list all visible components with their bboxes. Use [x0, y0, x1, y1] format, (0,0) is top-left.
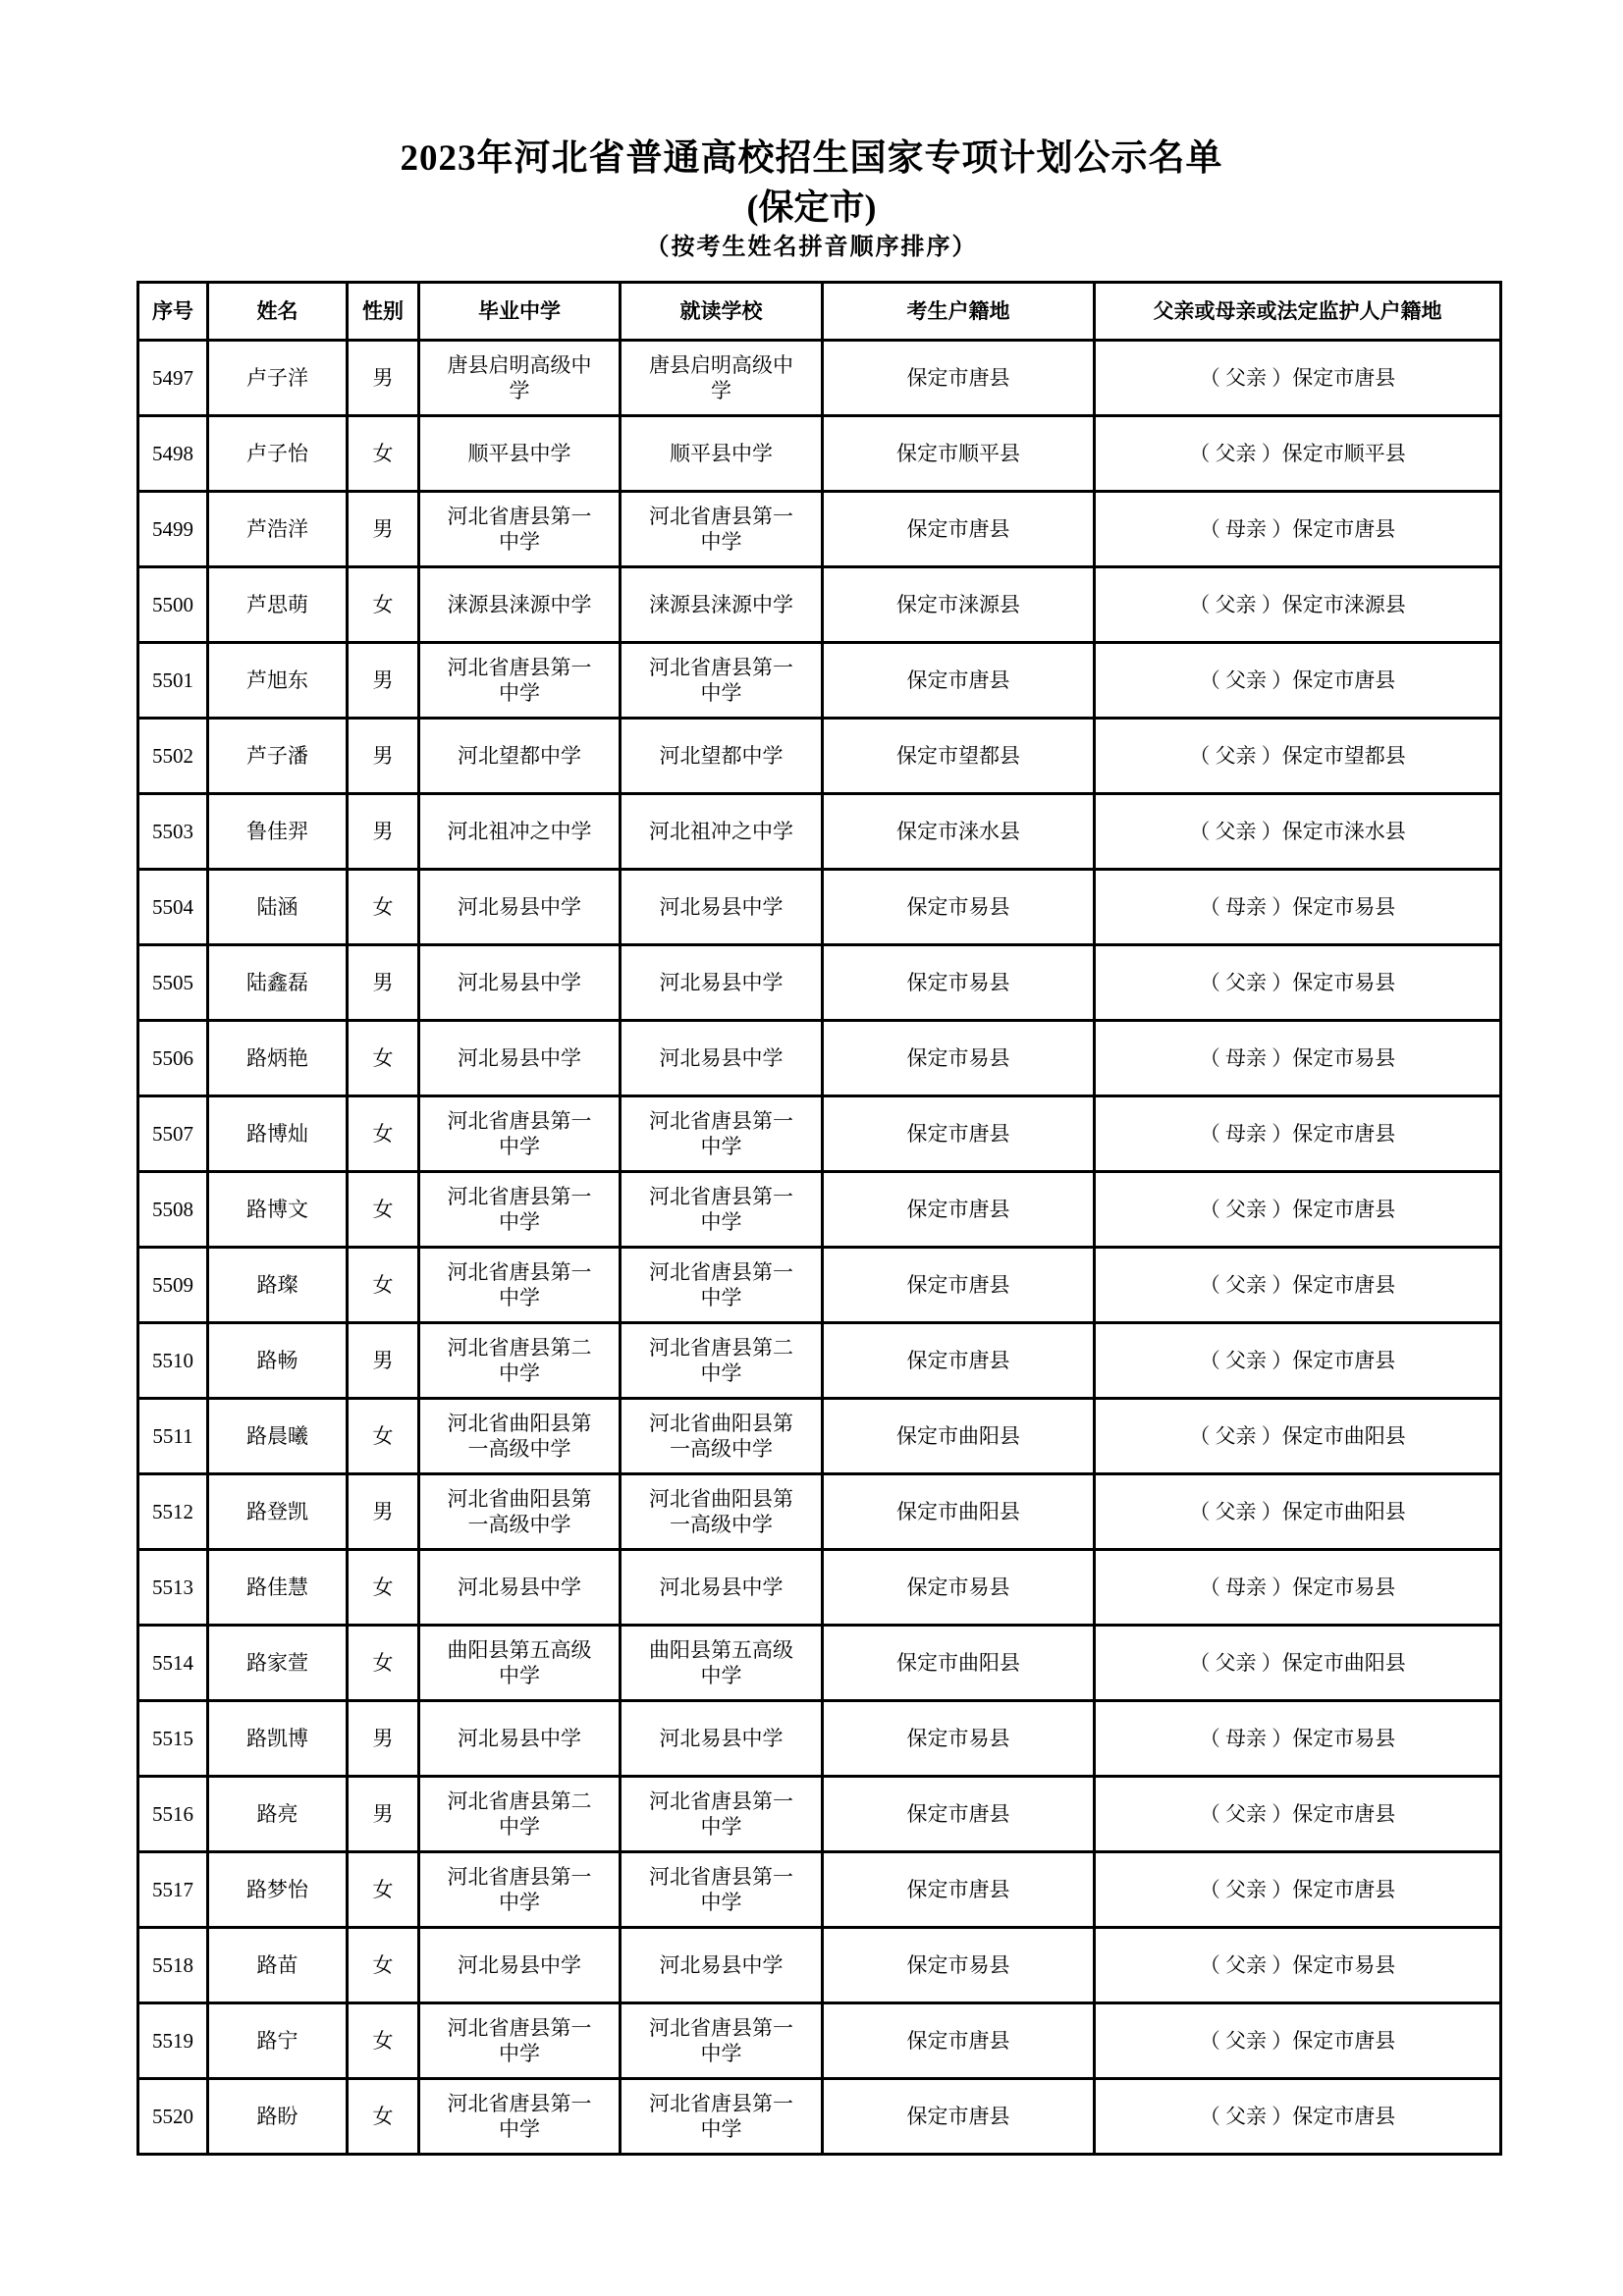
cell-candidate-residence: 保定市曲阳县	[823, 1399, 1095, 1474]
cell-gender: 女	[348, 870, 419, 945]
cell-name: 芦浩洋	[208, 492, 348, 567]
cell-candidate-residence: 保定市唐县	[823, 1323, 1095, 1399]
cell-guardian-residence: （ 父亲 ）保定市唐县	[1095, 1852, 1501, 1928]
cell-gender: 女	[348, 2003, 419, 2079]
column-header-guardian-residence: 父亲或母亲或法定监护人户籍地	[1095, 283, 1501, 341]
cell-candidate-residence: 保定市唐县	[823, 492, 1095, 567]
cell-name: 路梦怡	[208, 1852, 348, 1928]
cell-serial: 5501	[138, 643, 208, 719]
cell-candidate-residence: 保定市易县	[823, 870, 1095, 945]
cell-serial: 5497	[138, 341, 208, 416]
cell-gender: 男	[348, 1777, 419, 1852]
cell-serial: 5505	[138, 945, 208, 1021]
cell-attending-school: 涞源县涞源中学	[621, 567, 823, 643]
cell-name: 路博灿	[208, 1096, 348, 1172]
cell-graduation-school: 涞源县涞源中学	[419, 567, 621, 643]
cell-candidate-residence: 保定市曲阳县	[823, 1626, 1095, 1701]
table-row	[138, 1626, 1501, 1701]
cell-graduation-school: 河北省唐县第一中学	[419, 1096, 621, 1172]
cell-gender: 男	[348, 719, 419, 794]
cell-gender: 女	[348, 1928, 419, 2003]
cell-attending-school: 河北易县中学	[621, 1550, 823, 1626]
cell-serial: 5499	[138, 492, 208, 567]
cell-gender: 男	[348, 1474, 419, 1550]
cell-guardian-residence: （ 母亲 ）保定市易县	[1095, 1021, 1501, 1096]
cell-attending-school: 河北易县中学	[621, 1928, 823, 2003]
cell-name: 芦思萌	[208, 567, 348, 643]
page-title: 2023年河北省普通高校招生国家专项计划公示名单	[400, 138, 1223, 179]
table-row	[138, 1323, 1501, 1399]
cell-graduation-school: 曲阳县第五高级中学	[419, 1626, 621, 1701]
cell-graduation-school: 河北易县中学	[419, 1701, 621, 1777]
cell-attending-school: 河北省曲阳县第一高级中学	[621, 1399, 823, 1474]
cell-name: 陆涵	[208, 870, 348, 945]
cell-serial: 5504	[138, 870, 208, 945]
cell-gender: 男	[348, 492, 419, 567]
cell-name: 卢子怡	[208, 416, 348, 492]
cell-candidate-residence: 保定市易县	[823, 945, 1095, 1021]
cell-graduation-school: 河北祖冲之中学	[419, 794, 621, 870]
cell-candidate-residence: 保定市曲阳县	[823, 1474, 1095, 1550]
cell-gender: 男	[348, 1323, 419, 1399]
column-header-attending-school: 就读学校	[621, 283, 823, 341]
cell-graduation-school: 河北省唐县第一中学	[419, 1852, 621, 1928]
column-header-candidate-residence: 考生户籍地	[823, 283, 1095, 341]
cell-candidate-residence: 保定市涞水县	[823, 794, 1095, 870]
cell-guardian-residence: （ 父亲 ）保定市唐县	[1095, 1248, 1501, 1323]
cell-gender: 女	[348, 1852, 419, 1928]
cell-candidate-residence: 保定市唐县	[823, 341, 1095, 416]
cell-candidate-residence: 保定市唐县	[823, 1777, 1095, 1852]
cell-guardian-residence: （ 父亲 ）保定市唐县	[1095, 643, 1501, 719]
cell-guardian-residence: （ 父亲 ）保定市唐县	[1095, 1777, 1501, 1852]
cell-serial: 5512	[138, 1474, 208, 1550]
cell-candidate-residence: 保定市易县	[823, 1550, 1095, 1626]
cell-guardian-residence: （ 父亲 ）保定市曲阳县	[1095, 1474, 1501, 1550]
table-row	[138, 1096, 1501, 1172]
cell-gender: 女	[348, 1096, 419, 1172]
cell-candidate-residence: 保定市易县	[823, 1021, 1095, 1096]
cell-graduation-school: 河北省唐县第一中学	[419, 643, 621, 719]
cell-serial: 5509	[138, 1248, 208, 1323]
table-header-row	[138, 283, 1501, 341]
cell-gender: 男	[348, 945, 419, 1021]
cell-attending-school: 河北省唐县第一中学	[621, 1172, 823, 1248]
cell-guardian-residence: （ 母亲 ）保定市唐县	[1095, 1096, 1501, 1172]
cell-candidate-residence: 保定市唐县	[823, 2003, 1095, 2079]
cell-graduation-school: 河北易县中学	[419, 1021, 621, 1096]
cell-candidate-residence: 保定市唐县	[823, 1096, 1095, 1172]
cell-graduation-school: 河北省唐县第一中学	[419, 492, 621, 567]
table-row	[138, 1701, 1501, 1777]
cell-guardian-residence: （ 父亲 ）保定市易县	[1095, 945, 1501, 1021]
cell-gender: 女	[348, 1626, 419, 1701]
table-row	[138, 2079, 1501, 2155]
cell-name: 鲁佳羿	[208, 794, 348, 870]
cell-serial: 5502	[138, 719, 208, 794]
table-row	[138, 341, 1501, 416]
cell-candidate-residence: 保定市唐县	[823, 1852, 1095, 1928]
cell-guardian-residence: （ 父亲 ）保定市唐县	[1095, 1323, 1501, 1399]
cell-attending-school: 顺平县中学	[621, 416, 823, 492]
cell-attending-school: 河北易县中学	[621, 870, 823, 945]
cell-graduation-school: 河北省唐县第二中学	[419, 1323, 621, 1399]
cell-graduation-school: 顺平县中学	[419, 416, 621, 492]
table-row	[138, 1021, 1501, 1096]
cell-gender: 男	[348, 794, 419, 870]
cell-serial: 5514	[138, 1626, 208, 1701]
cell-graduation-school: 河北省唐县第二中学	[419, 1777, 621, 1852]
table-row	[138, 2003, 1501, 2079]
cell-gender: 女	[348, 416, 419, 492]
cell-graduation-school: 河北易县中学	[419, 945, 621, 1021]
cell-attending-school: 唐县启明高级中学	[621, 341, 823, 416]
cell-attending-school: 河北省唐县第一中学	[621, 1096, 823, 1172]
cell-guardian-residence: （ 父亲 ）保定市唐县	[1095, 2079, 1501, 2155]
students-roster-table	[136, 281, 1502, 2156]
cell-candidate-residence: 保定市唐县	[823, 1248, 1095, 1323]
table-row	[138, 1550, 1501, 1626]
cell-gender: 男	[348, 341, 419, 416]
cell-serial: 5516	[138, 1777, 208, 1852]
cell-candidate-residence: 保定市望都县	[823, 719, 1095, 794]
cell-name: 路璨	[208, 1248, 348, 1323]
cell-serial: 5506	[138, 1021, 208, 1096]
cell-graduation-school: 河北易县中学	[419, 1550, 621, 1626]
cell-gender: 女	[348, 1021, 419, 1096]
cell-graduation-school: 河北易县中学	[419, 1928, 621, 2003]
cell-serial: 5507	[138, 1096, 208, 1172]
cell-guardian-residence: （ 母亲 ）保定市易县	[1095, 870, 1501, 945]
cell-guardian-residence: （ 父亲 ）保定市唐县	[1095, 341, 1501, 416]
cell-name: 路炳艳	[208, 1021, 348, 1096]
cell-serial: 5515	[138, 1701, 208, 1777]
column-header-serial: 序号	[138, 283, 208, 341]
cell-name: 路佳慧	[208, 1550, 348, 1626]
cell-serial: 5500	[138, 567, 208, 643]
cell-guardian-residence: （ 父亲 ）保定市曲阳县	[1095, 1399, 1501, 1474]
cell-name: 芦子潘	[208, 719, 348, 794]
cell-guardian-residence: （ 父亲 ）保定市唐县	[1095, 1172, 1501, 1248]
cell-graduation-school: 唐县启明高级中学	[419, 341, 621, 416]
cell-attending-school: 河北祖冲之中学	[621, 794, 823, 870]
cell-graduation-school: 河北省曲阳县第一高级中学	[419, 1399, 621, 1474]
cell-guardian-residence: （ 父亲 ）保定市涞源县	[1095, 567, 1501, 643]
page-subtitle-sort-note: （按考生姓名拼音顺序排序）	[645, 235, 978, 260]
cell-name: 路盼	[208, 2079, 348, 2155]
cell-serial: 5503	[138, 794, 208, 870]
cell-gender: 女	[348, 2079, 419, 2155]
table-row	[138, 945, 1501, 1021]
cell-name: 路苗	[208, 1928, 348, 2003]
cell-name: 芦旭东	[208, 643, 348, 719]
cell-gender: 女	[348, 1399, 419, 1474]
cell-graduation-school: 河北省曲阳县第一高级中学	[419, 1474, 621, 1550]
cell-serial: 5519	[138, 2003, 208, 2079]
table-row	[138, 492, 1501, 567]
table-row	[138, 719, 1501, 794]
cell-attending-school: 河北易县中学	[621, 945, 823, 1021]
table-row	[138, 1777, 1501, 1852]
cell-candidate-residence: 保定市易县	[823, 1701, 1095, 1777]
cell-serial: 5510	[138, 1323, 208, 1399]
cell-guardian-residence: （ 父亲 ）保定市顺平县	[1095, 416, 1501, 492]
cell-guardian-residence: （ 母亲 ）保定市唐县	[1095, 492, 1501, 567]
cell-name: 路宁	[208, 2003, 348, 2079]
cell-name: 路登凯	[208, 1474, 348, 1550]
cell-graduation-school: 河北省唐县第一中学	[419, 1248, 621, 1323]
cell-guardian-residence: （ 母亲 ）保定市易县	[1095, 1550, 1501, 1626]
table-row	[138, 643, 1501, 719]
table-row	[138, 1852, 1501, 1928]
table-row	[138, 1928, 1501, 2003]
cell-gender: 男	[348, 643, 419, 719]
cell-gender: 女	[348, 1248, 419, 1323]
cell-attending-school: 曲阳县第五高级中学	[621, 1626, 823, 1701]
cell-guardian-residence: （ 母亲 ）保定市易县	[1095, 1701, 1501, 1777]
cell-name: 陆鑫磊	[208, 945, 348, 1021]
cell-graduation-school: 河北望都中学	[419, 719, 621, 794]
cell-attending-school: 河北省唐县第一中学	[621, 2079, 823, 2155]
cell-serial: 5520	[138, 2079, 208, 2155]
cell-attending-school: 河北省唐县第一中学	[621, 492, 823, 567]
table-row	[138, 1474, 1501, 1550]
cell-candidate-residence: 保定市唐县	[823, 1172, 1095, 1248]
cell-graduation-school: 河北省唐县第一中学	[419, 2079, 621, 2155]
column-header-gender: 性别	[348, 283, 419, 341]
cell-attending-school: 河北省曲阳县第一高级中学	[621, 1474, 823, 1550]
cell-serial: 5517	[138, 1852, 208, 1928]
cell-serial: 5498	[138, 416, 208, 492]
cell-candidate-residence: 保定市顺平县	[823, 416, 1095, 492]
cell-name: 路家萱	[208, 1626, 348, 1701]
cell-gender: 女	[348, 1550, 419, 1626]
cell-candidate-residence: 保定市唐县	[823, 643, 1095, 719]
cell-name: 路晨曦	[208, 1399, 348, 1474]
table-row	[138, 567, 1501, 643]
cell-serial: 5508	[138, 1172, 208, 1248]
cell-attending-school: 河北省唐县第二中学	[621, 1323, 823, 1399]
cell-name: 路亮	[208, 1777, 348, 1852]
cell-attending-school: 河北易县中学	[621, 1021, 823, 1096]
cell-name: 路博文	[208, 1172, 348, 1248]
cell-graduation-school: 河北省唐县第一中学	[419, 1172, 621, 1248]
cell-guardian-residence: （ 父亲 ）保定市唐县	[1095, 2003, 1501, 2079]
cell-gender: 男	[348, 1701, 419, 1777]
cell-attending-school: 河北省唐县第一中学	[621, 1777, 823, 1852]
cell-guardian-residence: （ 父亲 ）保定市曲阳县	[1095, 1626, 1501, 1701]
table-row	[138, 1248, 1501, 1323]
column-header-graduation-school: 毕业中学	[419, 283, 621, 341]
cell-gender: 女	[348, 567, 419, 643]
cell-guardian-residence: （ 父亲 ）保定市易县	[1095, 1928, 1501, 2003]
cell-gender: 女	[348, 1172, 419, 1248]
cell-candidate-residence: 保定市涞源县	[823, 567, 1095, 643]
cell-serial: 5513	[138, 1550, 208, 1626]
cell-name: 路畅	[208, 1323, 348, 1399]
table-row	[138, 416, 1501, 492]
cell-name: 路凯博	[208, 1701, 348, 1777]
cell-guardian-residence: （ 父亲 ）保定市望都县	[1095, 719, 1501, 794]
cell-attending-school: 河北省唐县第一中学	[621, 2003, 823, 2079]
cell-guardian-residence: （ 父亲 ）保定市涞水县	[1095, 794, 1501, 870]
cell-attending-school: 河北省唐县第一中学	[621, 1852, 823, 1928]
cell-candidate-residence: 保定市唐县	[823, 2079, 1095, 2155]
cell-candidate-residence: 保定市易县	[823, 1928, 1095, 2003]
table-row	[138, 870, 1501, 945]
table-row	[138, 794, 1501, 870]
cell-serial: 5511	[138, 1399, 208, 1474]
cell-attending-school: 河北易县中学	[621, 1701, 823, 1777]
cell-name: 卢子洋	[208, 341, 348, 416]
cell-graduation-school: 河北省唐县第一中学	[419, 2003, 621, 2079]
table-row	[138, 1399, 1501, 1474]
page-subtitle-city: (保定市)	[746, 187, 877, 227]
cell-graduation-school: 河北易县中学	[419, 870, 621, 945]
column-header-name: 姓名	[208, 283, 348, 341]
cell-attending-school: 河北省唐县第一中学	[621, 643, 823, 719]
table-row	[138, 1172, 1501, 1248]
cell-attending-school: 河北望都中学	[621, 719, 823, 794]
cell-attending-school: 河北省唐县第一中学	[621, 1248, 823, 1323]
cell-serial: 5518	[138, 1928, 208, 2003]
